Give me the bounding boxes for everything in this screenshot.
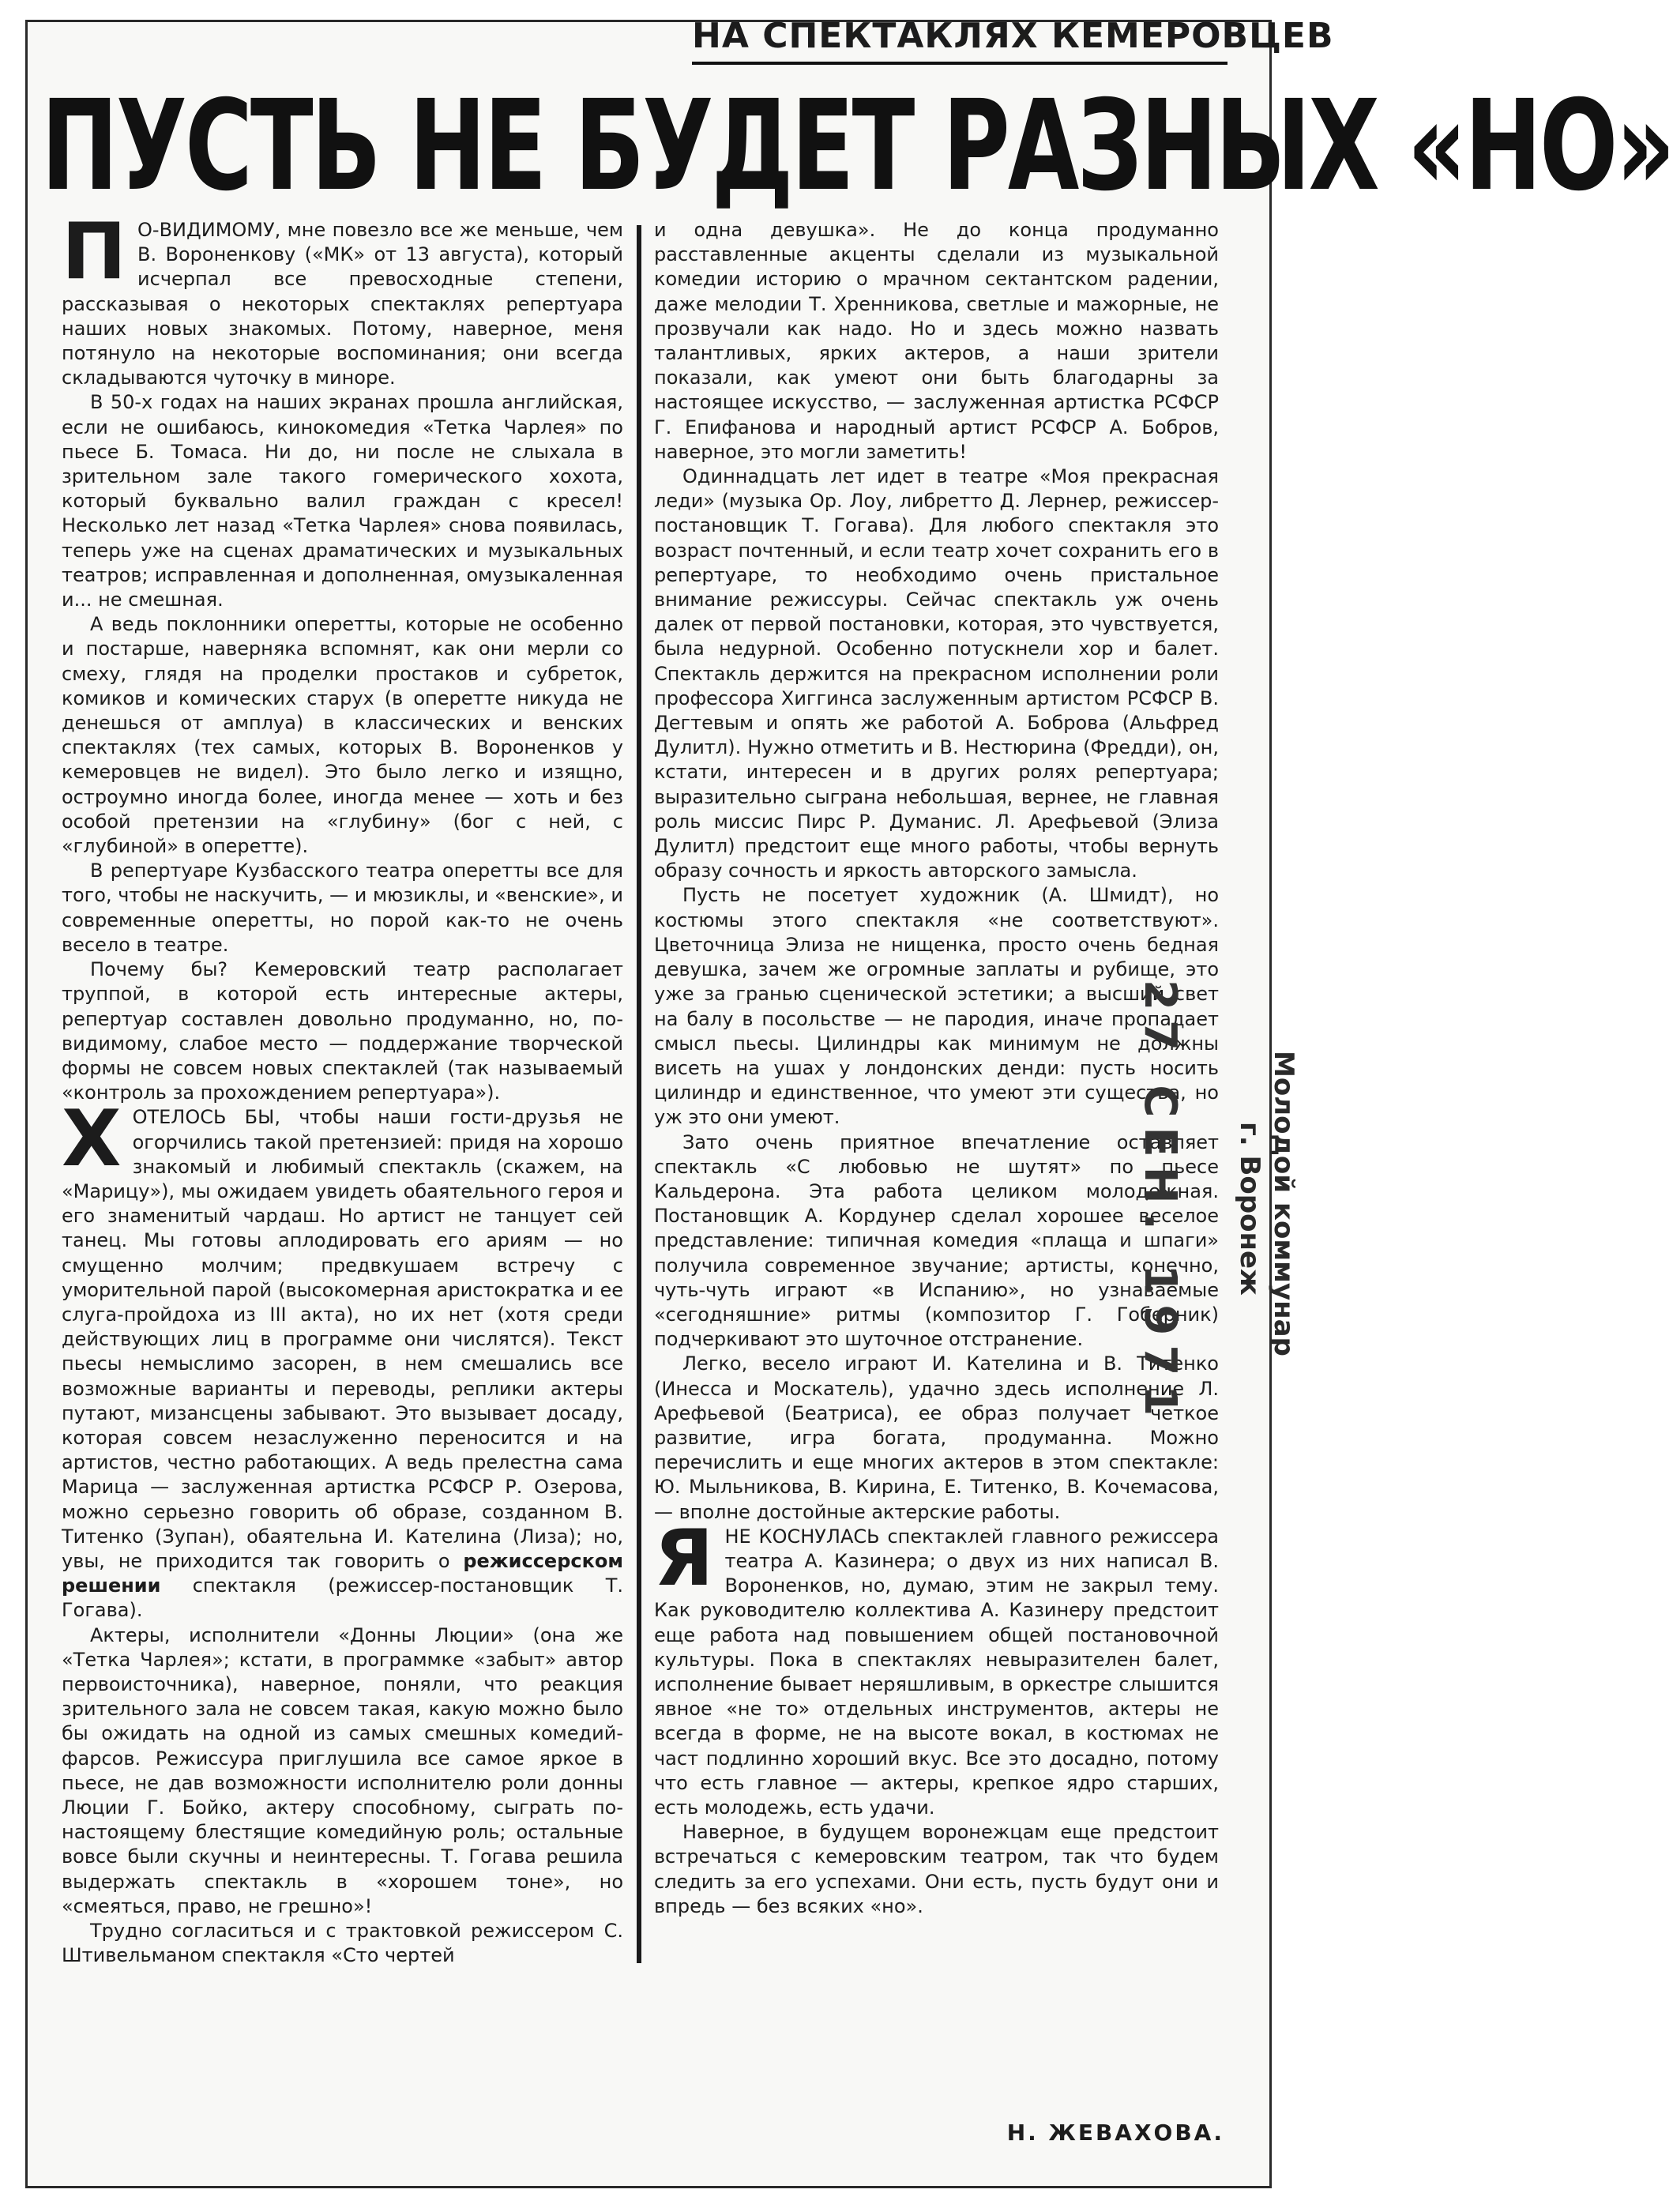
bold-phrase: режиссерском решении xyxy=(62,1549,623,1597)
paragraph: Пусть не посетует художник (А. Шмидт), но костюмы этого спектакля «не соответствуют». Цветочница Элиза не нищенка, просто очень бедная девушка, зачем же огромные заплаты и рубище, это уже за гранью сценической эстетики; а высший свет на балу в посольстве — не пародия, иначе пропадает смысл пьесы. Цилиндры как минимум не должны висеть на ушах у лондонских денди: пусть носить цилиндр и единственное, что умеют эти существа, но уж это они умеют. xyxy=(654,884,1219,1129)
drop-cap: П xyxy=(62,207,127,297)
paragraph: Одиннадцать лет идет в театре «Моя прекрасная леди» (музыка Ор. Лоу, либретто Д. Лернер, режиссер-постановщик Т. Гогава). Для любого спектакля это возраст почтенный, и если театр хочет сохранить его в репертуаре, то необходимо очень пристальное внимание режиссуры. Сейчас спектакль уж очень далек от первой постановки, которая, это чувствуется, была недурной. Особенно потускнели хор и балет. Спектакль держится на прекрасном исполнении роли профессора Хиггинса заслуженным артистом РСФСР В. Дегтевым и опять же работой А. Боброва (Альфред Дулитл). Нужно отметить и В. Нестюрина (Фредди), он, кстати, интересен и в других ролях репертуара; выразительно сыграна небольшая, вернее, не главная роль миссис Пирс Р. Думанис. Л. Арефьевой (Элиза Дулитл) предстоит еще много работы, чтобы вернуть образу сочность и яркость авторского замысла. xyxy=(654,465,1219,882)
paragraph: В репертуаре Кузбасского театра оперетты все для того, чтобы не наскучить, — и мюзиклы, и «венские», и современные оперетты, но порой как-то не очень весело в театре. xyxy=(62,860,623,956)
rubric-heading: НА СПЕКТАКЛЯХ КЕМЕРОВЦЕВ xyxy=(692,13,1227,65)
lead-in: О-ВИДИМОМУ, xyxy=(137,219,281,241)
column-divider xyxy=(637,225,641,1963)
paragraph: Зато очень приятное впечатление оставляет спектакль «С любовью не шутят» по пьесе Кальдерона. Эта работа целиком молодежная. Постановщик А. Кордунер сделал хорошее веселое представление: типичная комедия «плаща и шпаги» получила современное звучание; артисты, конечно, чуть-чуть играют «в Испанию», но узнаваемые «сегодняшние» ритмы (композитор Г. Гоберник) подчеркивают это шуточное отстранение. xyxy=(654,1130,1219,1351)
paragraph: Актеры, исполнители «Донны Люции» (она же «Тетка Чарлея»; кстати, в программке «забыт» автор первоисточника), наверное, поняли, что реакция зрительного зала не совсем такая, какую можно было бы ожидать на одной из самых смешных комедий-фарсов. Режиссура приглушила все самое яркое в пьесе, не дав возможности исполнителю роли донны Люции Г. Бойко, актеру способному, сыграть по-настоящему блестящие комедийную роль; остальные вовсе были скучны и неинтересны. Т. Гогава решила выдержать спектакль в «хорошем тоне», но «смеяться, право, не грешно»! xyxy=(62,1623,623,1917)
date-stamp: 27 СЕН. 1971 xyxy=(1134,980,1186,1426)
source-stamp: Молодой коммунар xyxy=(1268,1051,1299,1356)
paragraph-text: спектакля (режиссер-постановщик Т. Гогава). xyxy=(62,1574,623,1622)
paragraph: Наверное, в будущем воронежцам еще предстоит встречаться с кемеровским театром, так что будем следить за его успехами. Они есть, пусть будут они и впредь — без всяких «но». xyxy=(654,1821,1219,1917)
lead-in: ОТЕЛОСЬ БЫ, xyxy=(132,1106,280,1129)
paragraph xyxy=(62,1094,624,1623)
drop-cap: Я xyxy=(654,1513,714,1604)
paragraph: Почему бы? Кемеровский театр располагает труппой, в которой есть интересные актеры, репертуар составлен довольно продуманно, но, по-видимому, слабое место — поддержание творческой формы не совсем новых спектаклей (так называемый «контроль за прохождением репертуара»). xyxy=(62,958,623,1104)
city-stamp: г. Воронеж xyxy=(1234,1122,1265,1296)
paragraph: и одна девушка». Не до конца продуманно расставленные акценты сделали из музыкальной комедии историю о мрачном сектантском радении, даже мелодии Т. Хренникова, светлые и мажорные, не прозвучали как надо. Но и здесь можно назвать талантливых, ярких актеров, а наши зрители показали, как умеют они быть благодарны за настоящее искусство, — заслуженная артистка РСФСР Г. Епифанова и народный артист РСФСР А. Бобров, наверное, это могли заметить! xyxy=(654,219,1219,463)
paragraph: Трудно согласиться и с трактовкой режиссером С. Штивельманом спектакля «Сто чертей xyxy=(62,1920,623,1967)
lead-in: НЕ КОСНУЛАСЬ xyxy=(724,1525,880,1548)
paragraph-text: чтобы наши гости-друзья не огорчились такой претензией: придя на хорошо знакомый и любимый спектакль (скажем, на «Марицу»), мы ожидаем увидеть обаятельного героя и его знаменитый чардаш. Но артист не танцует сей танец. Мы готовы аплодировать его ариям — но смущенно молчим; предвкушаем встречу с уморительной парой (высокомерная аристократка и ее слуга-пройдоха из III акта), но их нет (хотя среди действующих лиц в программе они числятся). Текст пьесы немыслимо засорен, в нем смешались все возможные варианты и переводы, реплики актеры путают, мизансцены забывают. Это вызывает досаду, которая совсем незаслуженно переносится и на артистов, честно работающих. А ведь прелестна сама Марица — заслуженная артистка РСФСР Р. Озерова, можно серьезно говорить об образе, созданном В. Титенко (Зупан), обаятельна И. Кателина (Лиза); но, увы, не приходится так говорить о xyxy=(62,1106,624,1572)
paragraph: Легко, весело играют И. Кателина и В. Титенко (Инесса и Москатель), удачно здесь исполнение Л. Арефьевой (Беатриса), ее образ получает четкое развитие, игра богата, продуманна. Можно перечислить и еще многих актеров в этом спектакле: Ю. Мыльникова, В. Кирина, Е. Титенко, В. Кочемасова, — вполне достойные актерские работы. xyxy=(654,1352,1219,1523)
paragraph-text: спектаклей главного режиссера театра А. Казинера; о двух из них написал В. Вороненков, но, думаю, этим не закрыл тему. Как руководителю коллектива А. Казинеру предстоит еще работа над повышением общей постановочной культуры. Пока в спектаклях невыразителен балет, исполнение бывает неряшливым, в оркестре слышится явное «не то» отдельных инструментов, актеры не всегда в форме, не на высоте вокал, в костюмах не част подлинно хороший вкус. Все это досадно, потому что есть главное — актеры, крепкое ядро старших, есть молодежь, есть удачи. xyxy=(654,1525,1219,1819)
paragraph: В 50-х годах на наших экранах прошла английская, если не ошибаюсь, кинокомедия «Тетка Чарлея» по пьесе Б. Томаса. Ни до, ни после не слыхала в зрительном зале такого гомерического хохота, который буквально валил граждан с кресел! Несколько лет назад «Тетка Чарлея» снова появилась, теперь уже на сценах драматических и музыкальных театров; исправленная и дополненная, омузыкаленная и... не смешная. xyxy=(62,391,623,611)
article-headline: ПУСТЬ НЕ БУДЕТ РАЗНЫХ «НО» xyxy=(41,73,1673,219)
author-signature: Н. ЖЕВАХОВА. xyxy=(1006,2120,1224,2146)
paragraph: А ведь поклонники оперетты, которые не особенно и постарше, наверняка вспомнят, как они мерли со смеху, глядя на проделки простаков и субреток, комиков и комических старух (в оперетте никуда не денешься от амплуа) в классических и венских спектаклях (тех самых, которых В. Вороненков у кемеровцев не видел). Это было легко и изящно, остроумно иногда более, иногда менее — хоть и без особой претензии на «глубину» (бог с ней, с «глубиной» в оперетте). xyxy=(62,613,623,858)
article-column-left xyxy=(62,207,624,1967)
paragraph-text: мне повезло все же меньше, чем В. Вороненкову («МК» от 13 августа), который исчерпал все превосходные степени, рассказывая о некоторых спектаклях репертуара наших новых знакомых. Потому, наверное, меня потянуло на некоторые воспоминания; они всегда складываются чуточку в миноре. xyxy=(62,219,623,389)
paragraph xyxy=(654,1513,1219,1820)
paragraph xyxy=(62,207,623,390)
drop-cap: Х xyxy=(62,1094,122,1185)
